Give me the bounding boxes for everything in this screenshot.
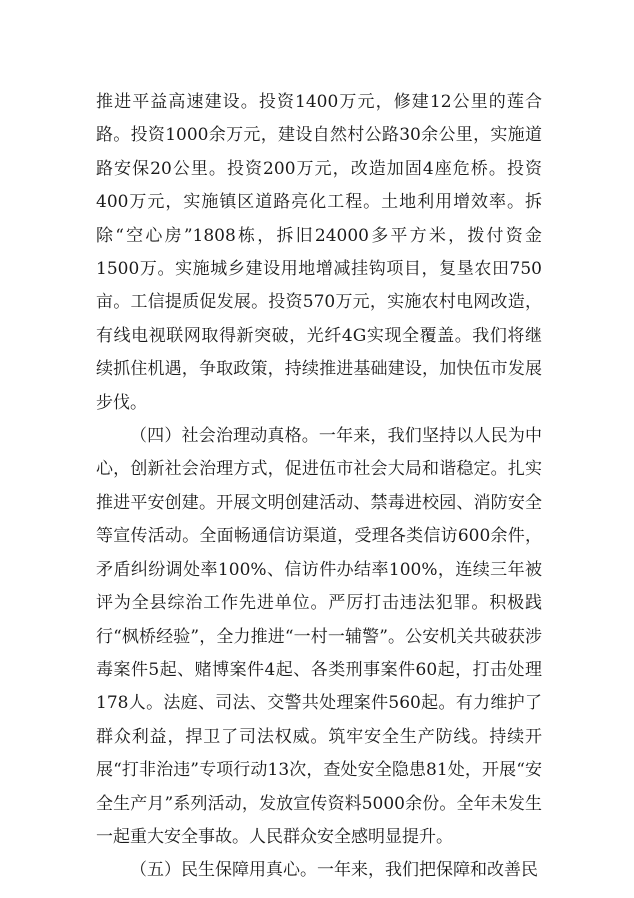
paragraph-social-governance: （四）社会治理动真格。一年来，我们坚持以人民为中心，创新社会治理方式，促进伍市社会大局和谐稳定。扎实推进平安创建。开展文明创建活动、禁毒进校园、消防安全等宣传活动。全面畅通信访渠道，受理各类信访600余件，矛盾纠纷调处率100%、信访件办结率100%，连续三年被评为全县综治工作先进单位。严厉打击违法犯罪。积极践行“枫桥经验”，全力推进“一村一辅警”。公安机关共破获涉毒案件5起、赌博案件4起、各类刑事案件60起，打击处理178人。法庭、司法、交警共处理案件560起。有力维护了群众利益，捍卫了司法权威。筑牢安全生产防线。持续开展“打非治违”专项行动13次，查处安全隐患81处，开展“安全生产月”系列活动，发放宣传资料5000余份。全年未发生一起重大安全事故。人民群众安全感明显提升。 — [96, 426, 542, 847]
body-text — [96, 86, 542, 888]
paragraph-infrastructure: 推进平益高速建设。投资1400万元，修建12公里的莲合路。投资1000余万元，建设自然村公路30余公里，实施道路安保20公里。投资200万元，改造加固4座危桥。投资400万元，实施镇区道路亮化工程。土地利用增效率。拆除“空心房”1808栋，拆旧24000多平方米，拨付资金1500万。实施城乡建设用地增减挂钩项目，复垦农田750亩。工信提质促发展。投资570万元，实施农村电网改造，有线电视联网取得新突破，光纤4G实现全覆盖。我们将继续抓住机遇，争取政策，持续推进基础建设，加快伍市发展步伐。 — [96, 92, 542, 413]
paragraph-livelihood: （五）民生保障用真心。一年来，我们把保障和改善民 — [130, 860, 538, 881]
